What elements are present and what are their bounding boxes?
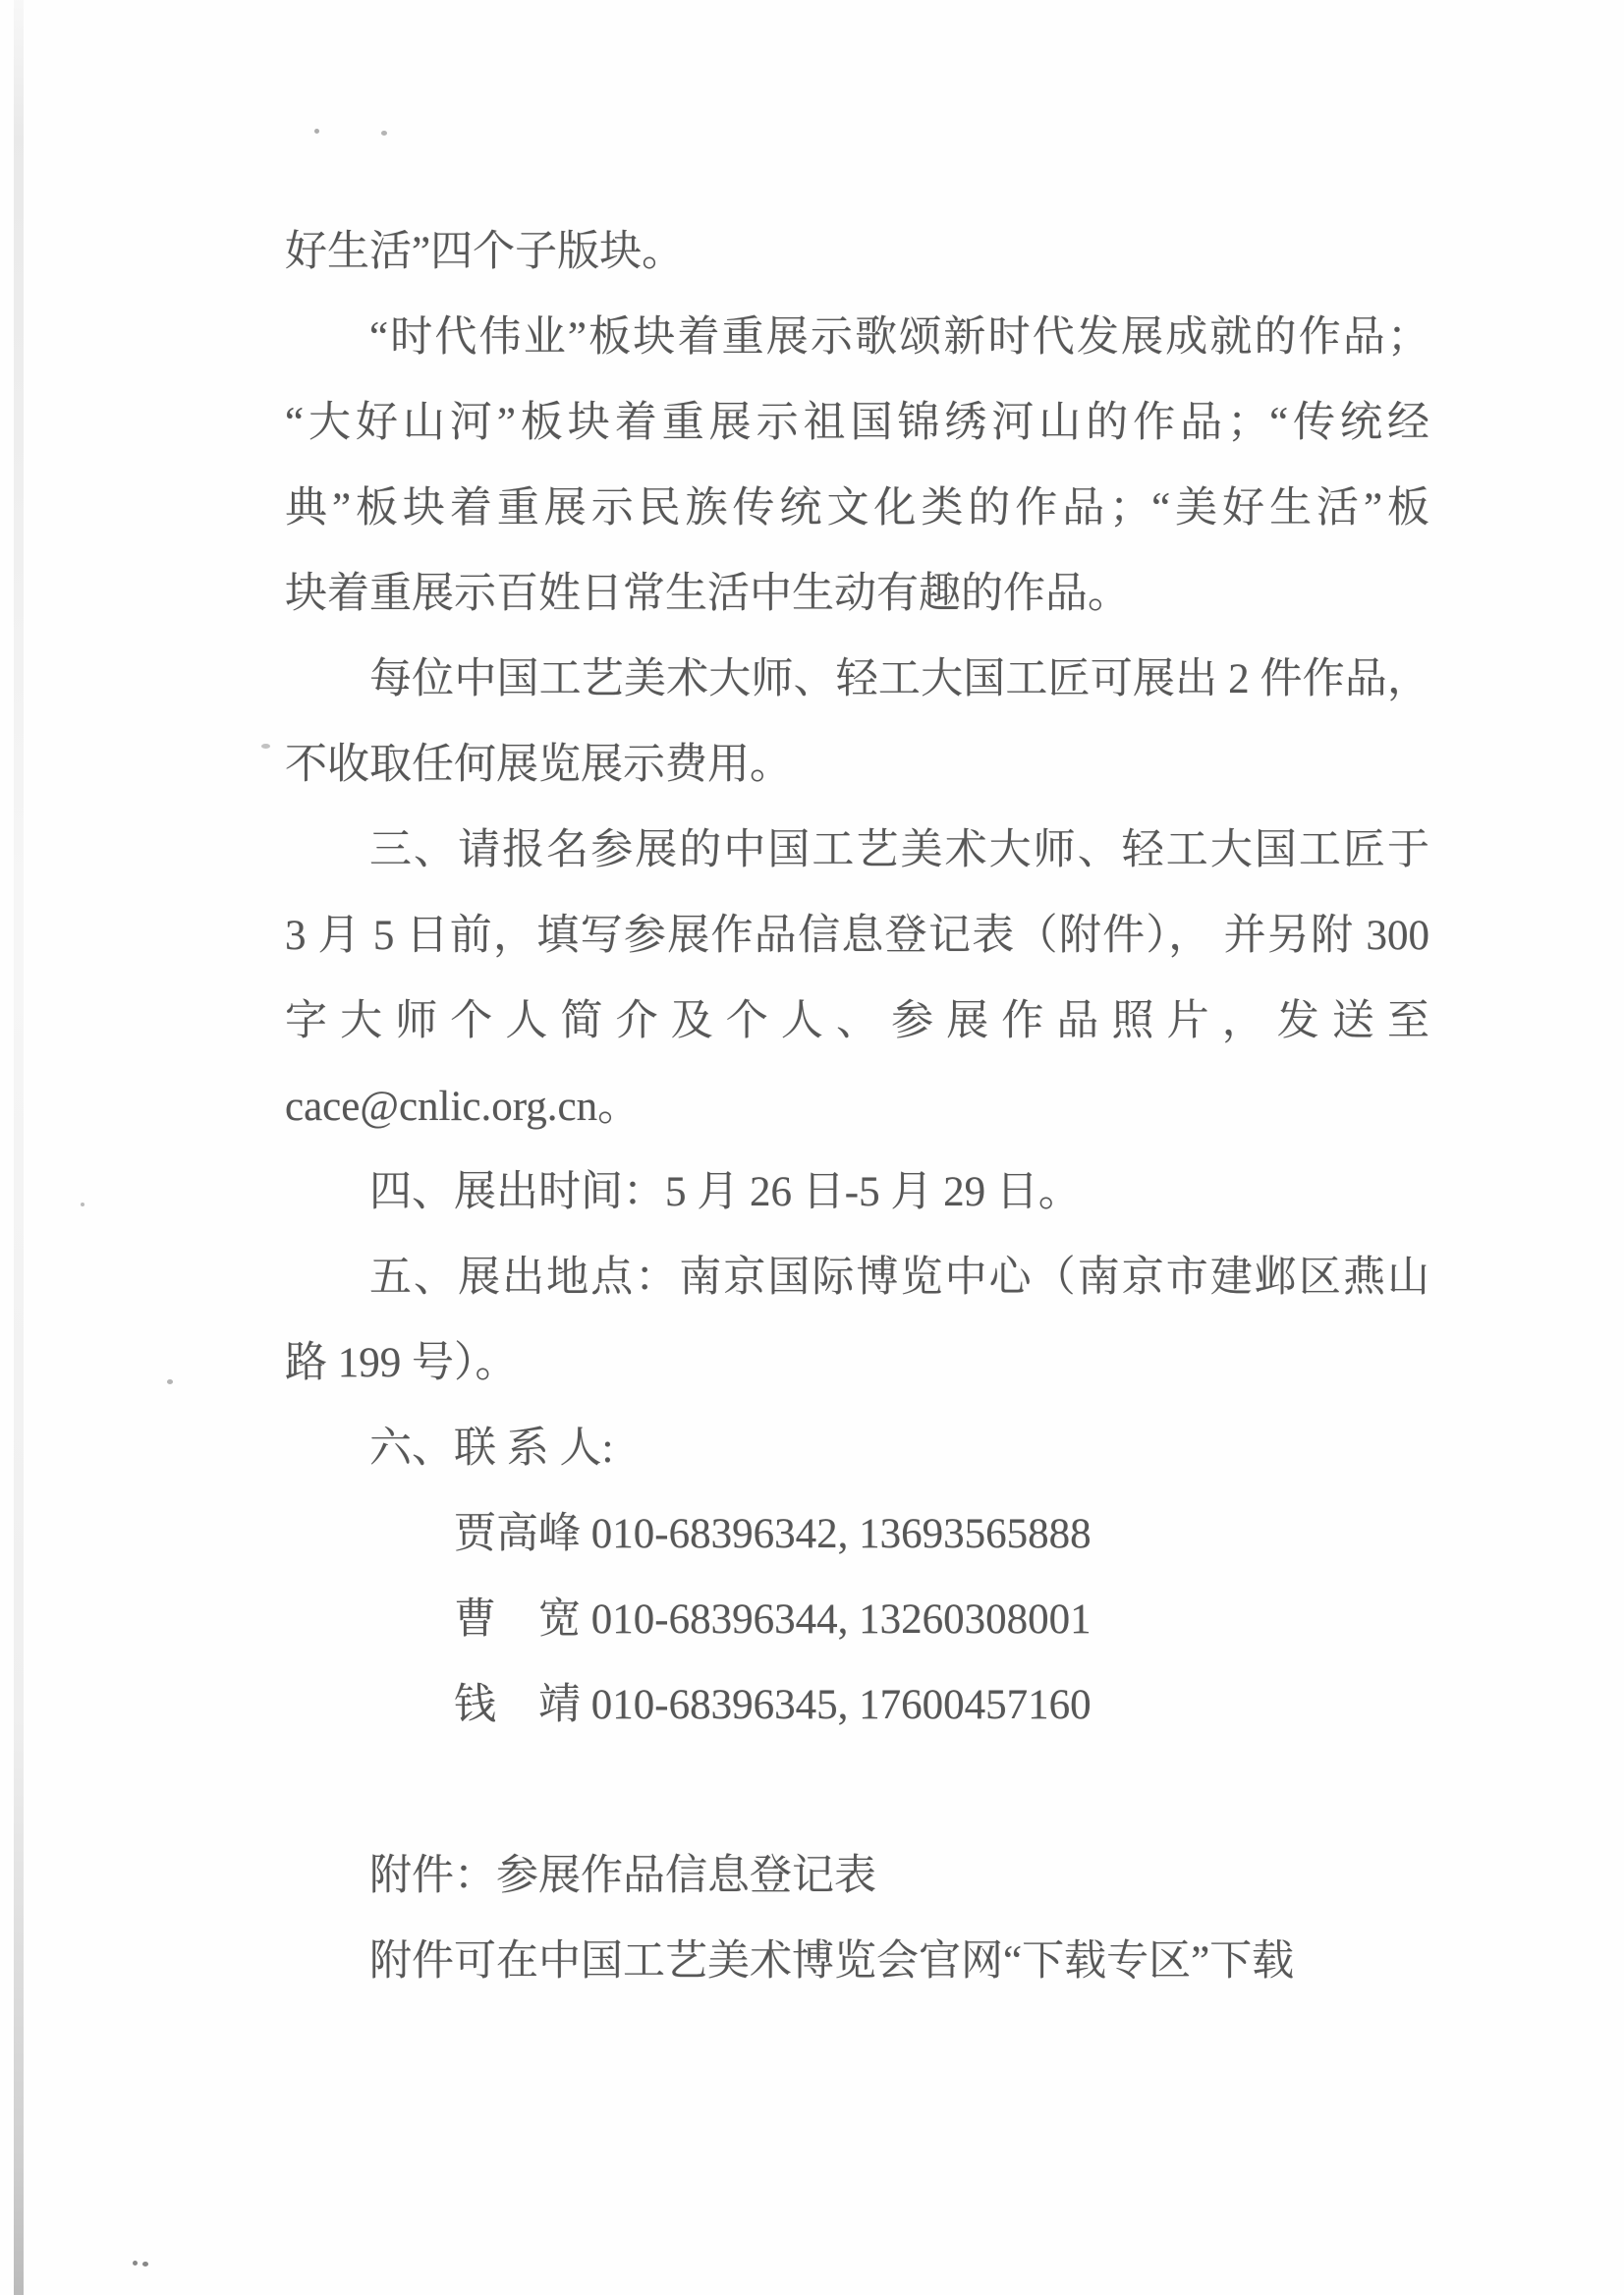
email-line: cace@cnlic.org.cn。 [285,1084,641,1130]
scan-edge-shadow [14,0,24,2295]
scan-speck [381,131,387,136]
paragraph-line: 典”板块着重展示民族传统文化类的作品；“美好生活”板 [285,485,1429,532]
paragraph-line: 不收取任何展览展示费用。 [285,742,792,788]
item-3-line: 三、请报名参展的中国工艺美术大师、轻工大国工匠于 [369,827,1429,873]
item-5-exhibit-venue-line: 五、展出地点：南京国际博览中心（南京市建邺区燕山 [369,1255,1429,1301]
paragraph-line: “大好山河”板块着重展示祖国锦绣河山的作品；“传统经 [285,400,1429,446]
scan-speck [167,1379,173,1384]
contact-line: 曹 宽 010-68396344, 13260308001 [454,1596,1092,1643]
scan-speck [133,2261,138,2266]
scan-speck [142,2262,148,2267]
blank-line [285,1748,1429,1833]
document-body [285,209,1429,2004]
paragraph-line: “时代伟业”板块着重展示歌颂新时代发展成就的作品； [369,314,1429,361]
scan-speck [314,129,319,134]
scan-speck [81,1203,84,1206]
item-4-exhibit-time-line: 四、展出时间：5 月 26 日-5 月 29 日。 [369,1169,1081,1215]
item-3-line: 3 月 5 日前，填写参展作品信息登记表（附件）， 并另附 300 [285,913,1429,959]
paragraph-line: 块着重展示百姓日常生活中生动有趣的作品。 [285,571,1130,617]
item-6-contacts-heading-line: 六、联 系 人: [369,1426,614,1472]
attachment-note-line: 附件可在中国工艺美术博览会官网“下载专区”下载 [369,1938,1295,1985]
paragraph-line: 好生活”四个子版块。 [285,229,685,275]
scan-speck [261,744,270,749]
paragraph-line: 每位中国工艺美术大师、轻工大国工匠可展出 2 件作品， [369,656,1429,702]
attachment-line: 附件：参展作品信息登记表 [369,1853,876,1899]
item-5-exhibit-venue-line: 路 199 号）。 [285,1340,518,1386]
contact-line: 钱 靖 010-68396345, 17600457160 [454,1682,1092,1728]
item-3-line: 字大师个人简介及个人、参展作品照片，发送至 [285,998,1429,1044]
contact-line: 贾高峰 010-68396342, 13693565888 [454,1511,1092,1557]
